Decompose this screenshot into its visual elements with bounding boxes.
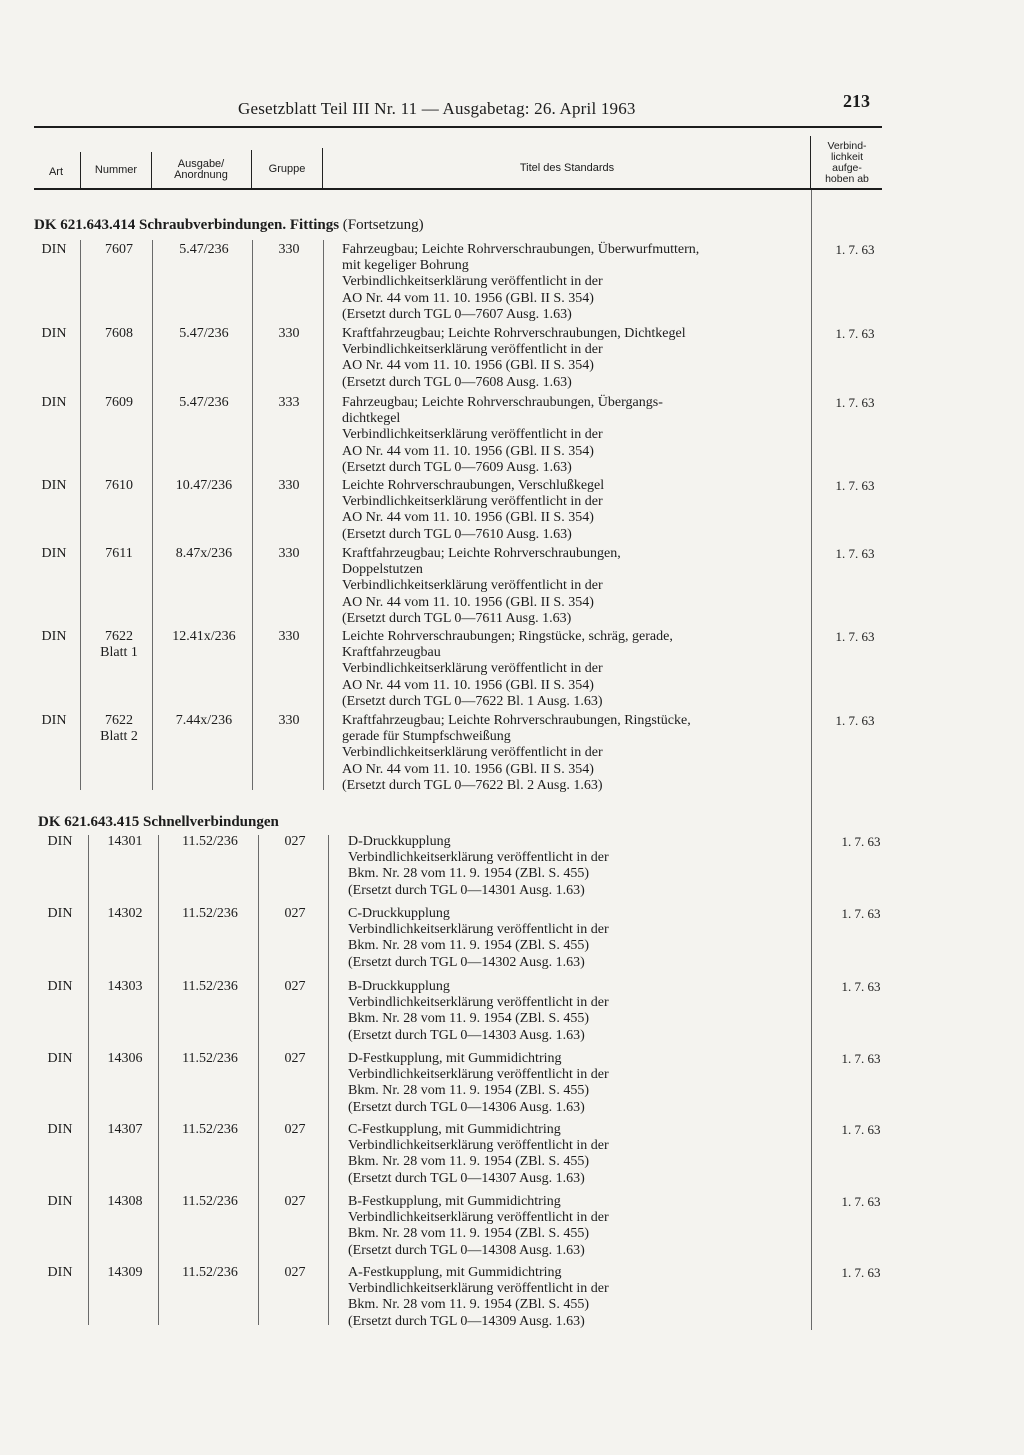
cell-nummer-line: 7622 xyxy=(105,629,133,644)
cell-date: 1. 7. 63 xyxy=(841,1265,881,1280)
cell-title xyxy=(342,546,812,627)
cell-nummer-line: 14308 xyxy=(107,1194,143,1209)
column-header-titel: Titel des Standards xyxy=(519,162,615,174)
cell-title-line: AO Nr. 44 vom 11. 10. 1956 (GBl. II S. 354) xyxy=(342,594,594,610)
cell-ausgabe: 5.47/236 xyxy=(179,326,229,341)
cell-nummer-line: 7610 xyxy=(105,478,133,493)
cell-title xyxy=(348,1122,818,1187)
cell-nummer xyxy=(84,326,154,342)
cell-title xyxy=(342,326,812,391)
cell-gruppe: 330 xyxy=(278,326,300,341)
cell-nummer xyxy=(84,395,154,411)
cell-gruppe: 027 xyxy=(284,1122,306,1137)
cell-gruppe: 027 xyxy=(284,834,306,849)
cell-title-line: Kraftfahrzeugbau; Leichte Rohrverschraubungen, xyxy=(342,546,621,561)
column-header-verbindlich-line: hoben ab xyxy=(825,173,869,185)
cell-nummer xyxy=(90,1122,160,1138)
section-dk-label: DK 621.643.415 Schnellverbindungen xyxy=(38,814,279,830)
cell-date: 1. 7. 63 xyxy=(835,242,875,257)
cell-ausgabe: 8.47x/236 xyxy=(175,546,233,561)
cell-art: DIN xyxy=(47,1122,73,1137)
cell-ausgabe: 11.52/236 xyxy=(182,979,238,994)
cell-nummer-line: 14301 xyxy=(107,834,143,849)
cell-nummer-line: 7607 xyxy=(105,242,133,257)
cell-title-line: (Ersetzt durch TGL 0—14303 Ausg. 1.63) xyxy=(348,1027,585,1043)
cell-title-line: AO Nr. 44 vom 11. 10. 1956 (GBl. II S. 354) xyxy=(342,761,594,777)
cell-title-line: Verbindlichkeitserklärung veröffentlicht in der xyxy=(342,578,603,594)
cell-ausgabe: 5.47/236 xyxy=(179,242,229,257)
cell-title-line: Verbindlichkeitserklärung veröffentlicht in der xyxy=(342,274,603,290)
cell-title xyxy=(348,906,818,971)
cell-title-line: dichtkegel xyxy=(342,411,401,427)
cell-gruppe: 330 xyxy=(278,629,300,644)
cell-title-line: Verbindlichkeitserklärung veröffentlicht in der xyxy=(342,661,603,677)
cell-nummer xyxy=(90,906,160,922)
cell-title-line: C-Druckkupplung xyxy=(348,906,450,921)
cell-ausgabe: 11.52/236 xyxy=(182,834,238,849)
column-divider xyxy=(252,240,253,790)
cell-title-line: (Ersetzt durch TGL 0—7622 Bl. 2 Ausg. 1.63) xyxy=(342,777,603,793)
cell-title-line: Bkm. Nr. 28 vom 11. 9. 1954 (ZBl. S. 455) xyxy=(348,1083,589,1099)
cell-title-line: Doppelstutzen xyxy=(342,562,423,578)
header-divider xyxy=(251,150,252,188)
cell-title-line: Verbindlichkeitserklärung veröffentlicht in der xyxy=(342,427,603,443)
cell-nummer-line: 14302 xyxy=(107,906,143,921)
cell-ausgabe: 11.52/236 xyxy=(182,1194,238,1209)
cell-art: DIN xyxy=(41,326,67,341)
cell-ausgabe: 5.47/236 xyxy=(179,395,229,410)
cell-art: DIN xyxy=(41,395,67,410)
cell-title-line: B-Festkupplung, mit Gummidichtring xyxy=(348,1194,561,1209)
column-header-verbindlich-line: lichkeit xyxy=(830,151,864,163)
cell-title-line: Kraftfahrzeugbau; Leichte Rohrverschraubungen, Ringstücke, xyxy=(342,713,691,728)
cell-art: DIN xyxy=(41,713,67,728)
cell-title-line: Bkm. Nr. 28 vom 11. 9. 1954 (ZBl. S. 455) xyxy=(348,1011,589,1027)
cell-title-line: gerade für Stumpfschweißung xyxy=(342,729,511,745)
cell-title-line: (Ersetzt durch TGL 0—14309 Ausg. 1.63) xyxy=(348,1313,585,1329)
cell-nummer-line: 14303 xyxy=(107,979,143,994)
cell-title xyxy=(342,395,812,476)
cell-ausgabe: 11.52/236 xyxy=(182,906,238,921)
cell-title-line: AO Nr. 44 vom 11. 10. 1956 (GBl. II S. 354) xyxy=(342,677,594,693)
cell-nummer xyxy=(84,242,154,258)
cell-title-line: (Ersetzt durch TGL 0—14307 Ausg. 1.63) xyxy=(348,1170,585,1186)
page-header-title: Gesetzblatt Teil III Nr. 11 — Ausgabetag: 26. April 1963 xyxy=(238,99,636,118)
cell-title-line: A-Festkupplung, mit Gummidichtring xyxy=(348,1265,562,1280)
cell-title xyxy=(342,242,812,323)
cell-art: DIN xyxy=(47,834,73,849)
cell-nummer xyxy=(84,478,154,494)
cell-title-line: Kraftfahrzeugbau; Leichte Rohrverschraubungen, Dichtkegel xyxy=(342,326,686,341)
cell-nummer xyxy=(84,713,154,745)
cell-ausgabe: 11.52/236 xyxy=(182,1122,238,1137)
header-divider xyxy=(80,152,81,188)
cell-art: DIN xyxy=(41,546,67,561)
cell-date: 1. 7. 63 xyxy=(841,1122,881,1137)
section-dk-label: DK 621.643.414 Schraubverbindungen. Fittings xyxy=(34,217,340,233)
cell-ausgabe: 7.44x/236 xyxy=(175,713,233,728)
cell-date: 1. 7. 63 xyxy=(841,834,881,849)
cell-date: 1. 7. 63 xyxy=(835,713,875,728)
column-divider xyxy=(152,240,153,790)
cell-nummer-line: 7608 xyxy=(105,326,133,341)
header-divider xyxy=(322,148,323,188)
cell-title-line: Fahrzeugbau; Leichte Rohrverschraubungen, Übergangs- xyxy=(342,395,663,410)
cell-art: DIN xyxy=(47,979,73,994)
cell-title-line: (Ersetzt durch TGL 0—14301 Ausg. 1.63) xyxy=(348,882,585,898)
section-heading xyxy=(34,217,424,234)
cell-nummer xyxy=(84,546,154,562)
header-divider xyxy=(810,136,811,188)
cell-title-line: Verbindlichkeitserklärung veröffentlicht in der xyxy=(342,494,603,510)
cell-title-line: (Ersetzt durch TGL 0—14302 Ausg. 1.63) xyxy=(348,954,585,970)
cell-art: DIN xyxy=(41,629,67,644)
cell-title-line: Bkm. Nr. 28 vom 11. 9. 1954 (ZBl. S. 455) xyxy=(348,938,589,954)
column-header-verbindlich xyxy=(812,141,882,185)
cell-art: DIN xyxy=(41,242,67,257)
header-divider xyxy=(151,152,152,188)
cell-art: DIN xyxy=(41,478,67,493)
cell-nummer-line: Blatt 1 xyxy=(100,645,138,660)
cell-art: DIN xyxy=(47,1194,73,1209)
cell-date: 1. 7. 63 xyxy=(841,979,881,994)
cell-title-line: Verbindlichkeitserklärung veröffentlicht in der xyxy=(342,342,603,358)
cell-title-line: Verbindlichkeitserklärung veröffentlicht in der xyxy=(348,850,609,866)
cell-title-line: (Ersetzt durch TGL 0—7609 Ausg. 1.63) xyxy=(342,459,572,475)
cell-gruppe: 330 xyxy=(278,713,300,728)
cell-title-line: AO Nr. 44 vom 11. 10. 1956 (GBl. II S. 354) xyxy=(342,358,594,374)
column-header-verbindlich-line: Verbind- xyxy=(827,140,867,152)
section-continuation: (Fortsetzung) xyxy=(342,217,424,233)
cell-title-line: (Ersetzt durch TGL 0—7607 Ausg. 1.63) xyxy=(342,306,572,322)
cell-title-line: Bkm. Nr. 28 vom 11. 9. 1954 (ZBl. S. 455) xyxy=(348,1297,589,1313)
cell-date: 1. 7. 63 xyxy=(841,1194,881,1209)
cell-title-line: (Ersetzt durch TGL 0—7608 Ausg. 1.63) xyxy=(342,374,572,390)
cell-title-line: AO Nr. 44 vom 11. 10. 1956 (GBl. II S. 354) xyxy=(342,290,594,306)
cell-title-line: (Ersetzt durch TGL 0—14306 Ausg. 1.63) xyxy=(348,1099,585,1115)
cell-nummer-line: 14306 xyxy=(107,1051,143,1066)
column-header-ausgabe-line: Anordnung xyxy=(174,169,228,181)
page-number: 213 xyxy=(843,91,870,111)
cell-title-line: Verbindlichkeitserklärung veröffentlicht in der xyxy=(348,1210,609,1226)
cell-ausgabe: 11.52/236 xyxy=(182,1051,238,1066)
column-header-ausgabe-line: Ausgabe/ xyxy=(177,158,225,170)
column-header-gruppe: Gruppe xyxy=(268,163,306,175)
cell-gruppe: 027 xyxy=(284,1265,306,1280)
cell-title-line: Bkm. Nr. 28 vom 11. 9. 1954 (ZBl. S. 455) xyxy=(348,1226,589,1242)
cell-gruppe: 333 xyxy=(278,395,300,410)
cell-title xyxy=(342,713,812,794)
cell-gruppe: 330 xyxy=(278,546,300,561)
column-header-verbindlich-line: aufge- xyxy=(832,162,862,174)
cell-ausgabe: 10.47/236 xyxy=(175,478,233,493)
cell-date: 1. 7. 63 xyxy=(835,326,875,341)
cell-gruppe: 027 xyxy=(284,1051,306,1066)
cell-title-line: Bkm. Nr. 28 vom 11. 9. 1954 (ZBl. S. 455) xyxy=(348,866,589,882)
header-bottom-rule xyxy=(34,188,882,190)
cell-title-line: Fahrzeugbau; Leichte Rohrverschraubungen, Überwurfmuttern, xyxy=(342,242,700,257)
cell-title-line: Verbindlichkeitserklärung veröffentlicht in der xyxy=(348,995,609,1011)
cell-nummer xyxy=(84,629,154,661)
cell-date: 1. 7. 63 xyxy=(835,395,875,410)
cell-title xyxy=(348,979,818,1044)
cell-title-line: B-Druckkupplung xyxy=(348,979,450,994)
column-divider xyxy=(80,240,81,790)
cell-ausgabe: 12.41x/236 xyxy=(172,629,236,644)
cell-art: DIN xyxy=(47,1051,73,1066)
column-divider xyxy=(328,835,329,1325)
cell-title-line: (Ersetzt durch TGL 0—14308 Ausg. 1.63) xyxy=(348,1242,585,1258)
cell-nummer-line: 7611 xyxy=(105,546,133,561)
cell-gruppe: 027 xyxy=(284,979,306,994)
cell-nummer-line: 7609 xyxy=(105,395,133,410)
cell-title-line: (Ersetzt durch TGL 0—7622 Bl. 1 Ausg. 1.63) xyxy=(342,693,603,709)
column-header-nummer: Nummer xyxy=(94,164,138,176)
cell-nummer xyxy=(90,834,160,850)
cell-date: 1. 7. 63 xyxy=(835,478,875,493)
cell-title-line: Bkm. Nr. 28 vom 11. 9. 1954 (ZBl. S. 455) xyxy=(348,1154,589,1170)
cell-art: DIN xyxy=(47,906,73,921)
cell-nummer-line: 14307 xyxy=(107,1122,143,1137)
cell-nummer-line: Blatt 2 xyxy=(100,729,138,744)
column-header-ausgabe xyxy=(152,159,250,181)
cell-nummer-line: 7622 xyxy=(105,713,133,728)
cell-title-line: AO Nr. 44 vom 11. 10. 1956 (GBl. II S. 354) xyxy=(342,510,594,526)
cell-title-line: Leichte Rohrverschraubungen; Ringstücke, schräg, gerade, xyxy=(342,629,673,644)
cell-title-line: Verbindlichkeitserklärung veröffentlicht in der xyxy=(348,1067,609,1083)
column-divider xyxy=(323,240,324,790)
cell-title-line: Verbindlichkeitserklärung veröffentlicht in der xyxy=(348,922,609,938)
cell-nummer xyxy=(90,1265,160,1281)
header-rule xyxy=(34,126,882,128)
cell-ausgabe: 11.52/236 xyxy=(182,1265,238,1280)
cell-nummer-line: 14309 xyxy=(107,1265,143,1280)
cell-title-line: AO Nr. 44 vom 11. 10. 1956 (GBl. II S. 354) xyxy=(342,443,594,459)
cell-title-line: D-Festkupplung, mit Gummidichtring xyxy=(348,1051,562,1066)
cell-title xyxy=(348,834,818,899)
cell-date: 1. 7. 63 xyxy=(835,629,875,644)
cell-title-line: (Ersetzt durch TGL 0—7611 Ausg. 1.63) xyxy=(342,610,572,626)
cell-gruppe: 027 xyxy=(284,1194,306,1209)
cell-title xyxy=(348,1051,818,1116)
cell-title-line: D-Druckkupplung xyxy=(348,834,451,849)
cell-title-line: mit kegeliger Bohrung xyxy=(342,258,469,274)
cell-title-line: Kraftfahrzeugbau xyxy=(342,645,441,661)
cell-title-line: Verbindlichkeitserklärung veröffentlicht in der xyxy=(348,1281,609,1297)
cell-title-line: Leichte Rohrverschraubungen, Verschlußkegel xyxy=(342,478,605,493)
cell-nummer xyxy=(90,1051,160,1067)
cell-title-line: C-Festkupplung, mit Gummidichtring xyxy=(348,1122,561,1137)
cell-title-line: Verbindlichkeitserklärung veröffentlicht in der xyxy=(342,745,603,761)
cell-date: 1. 7. 63 xyxy=(841,1051,881,1066)
cell-nummer xyxy=(90,1194,160,1210)
cell-title xyxy=(348,1265,818,1330)
column-divider xyxy=(88,835,89,1325)
cell-title-line: (Ersetzt durch TGL 0—7610 Ausg. 1.63) xyxy=(342,526,572,542)
column-header-art: Art xyxy=(48,166,64,178)
cell-title xyxy=(342,478,812,543)
cell-nummer xyxy=(90,979,160,995)
cell-art: DIN xyxy=(47,1265,73,1280)
cell-date: 1. 7. 63 xyxy=(841,906,881,921)
cell-gruppe: 330 xyxy=(278,478,300,493)
cell-gruppe: 027 xyxy=(284,906,306,921)
cell-title xyxy=(348,1194,818,1259)
cell-title-line: Verbindlichkeitserklärung veröffentlicht in der xyxy=(348,1138,609,1154)
cell-gruppe: 330 xyxy=(278,242,300,257)
section-heading xyxy=(38,814,279,831)
cell-date: 1. 7. 63 xyxy=(835,546,875,561)
cell-title xyxy=(342,629,812,710)
